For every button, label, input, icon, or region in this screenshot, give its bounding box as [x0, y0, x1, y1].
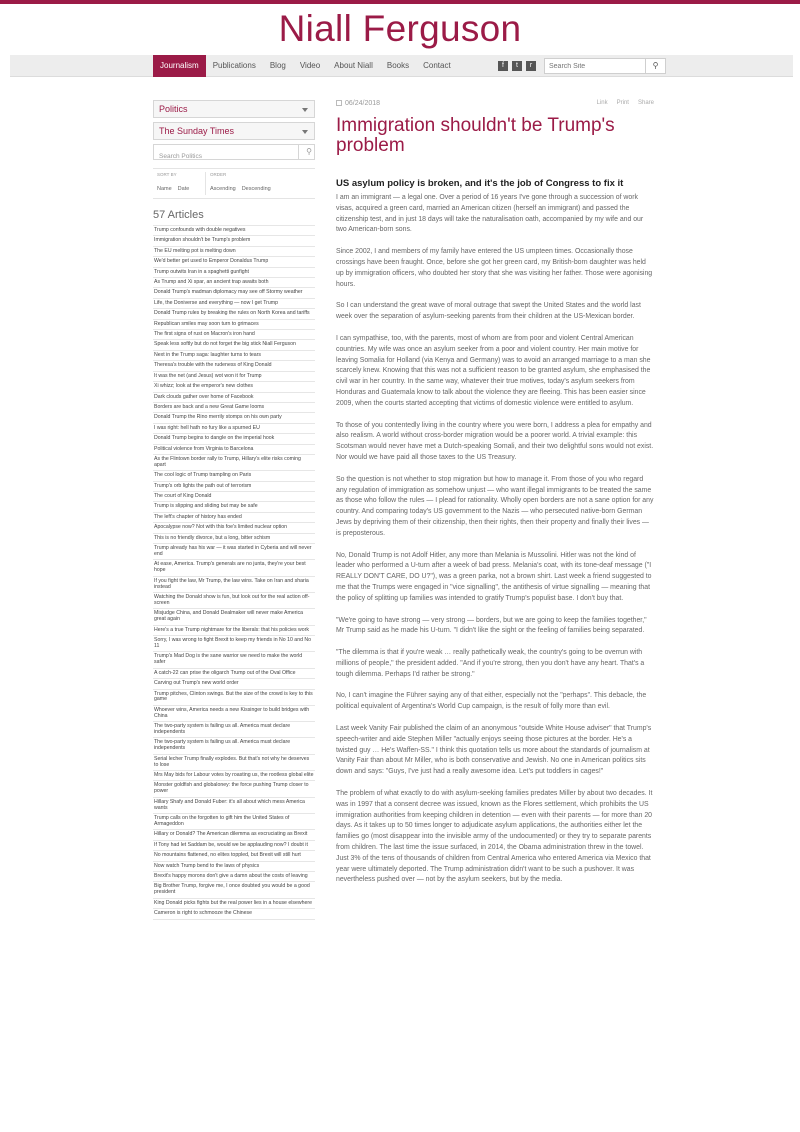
article-list-item[interactable]: The EU melting pot is melting down	[153, 247, 315, 257]
article-paragraph: So the question is not whether to stop migration but how to manage it. From those of you who regard any regulation of immigration as somehow unjust — who want illegal immigrants to be treated the same as those who follow the rules — I plead for rationality. Wholly open borders are not a sane option for any country. And comparing today's US government to the Nazis — who persecuted native-born German Jews by depriving them of their citizenship, then their rights, then their property and finally their lives — is preposterous.	[336, 475, 654, 537]
order-descending-option[interactable]: Descending	[241, 186, 271, 192]
article-list-item[interactable]: Trump pitches, Clinton swings. But the size of the crowd is key to this game	[153, 690, 315, 706]
order-ascending-option[interactable]: Ascending	[210, 186, 236, 192]
article-list-item[interactable]: Immigration shouldn't be Trump's problem	[153, 236, 315, 246]
sort-controls	[153, 168, 315, 199]
article-list-item[interactable]: The first signs of rust on Macron's iron hand	[153, 330, 315, 340]
article-list-item[interactable]: If you fight the law, Mr Trump, the law wins. Take on Iran and sharia instead	[153, 577, 315, 593]
article-list-item[interactable]: Sorry, I was wrong to fight Brexit to keep my friends in No 10 and No 11	[153, 636, 315, 652]
article-list-item[interactable]: A catch-22 can prise the oligarch Trump out of the Oval Office	[153, 669, 315, 679]
article-list-item[interactable]: As the Flintown border rally to Trump, Hillary's elite risks coming apart	[153, 455, 315, 471]
article-subtitle: US asylum policy is broken, and it's the job of Congress to fix it	[336, 178, 624, 189]
article-list-item[interactable]: If Tony had let Saddam be, would we be applauding now? I doubt it	[153, 841, 315, 851]
nav-item-blog[interactable]: Blog	[269, 61, 286, 70]
article-list-item[interactable]: Borders are back and a new Great Game looms	[153, 403, 315, 413]
article-meta	[336, 100, 654, 112]
article-title: Immigration shouldn't be Trump's problem	[336, 115, 615, 156]
nav-item-publications[interactable]: Publications	[212, 61, 256, 70]
order-label: ORDER	[210, 172, 227, 177]
article-paragraph: No, I can't imagine the Führer saying any of that either, especially not the "perhaps". This debacle, the political equivalent of Argentina's World Cup campaign, is the result of folly more than evil.	[336, 692, 647, 711]
facebook-icon[interactable]: f	[498, 61, 508, 71]
article-list-item[interactable]: Misjudge China, and Donald Dealmaker will never make America great again	[153, 609, 315, 625]
sort-by-group	[153, 172, 205, 195]
site-search-input[interactable]	[545, 59, 643, 73]
article-list-item[interactable]: Donald Trump rules by breaking the rules on North Korea and tariffs	[153, 309, 315, 319]
nav-item-journalism[interactable]: Journalism	[153, 55, 206, 77]
category-dropdown[interactable]	[153, 100, 315, 118]
sidebar-search[interactable]	[153, 144, 315, 160]
article-list	[153, 225, 315, 920]
print-button[interactable]: Print	[616, 100, 629, 106]
article-paragraph: So I can understand the great wave of moral outrage that swept the United States and the world last week over the separation of asylum-seeking parents from their children at the US-Mexican border.	[336, 302, 641, 321]
article-paragraph: "We're going to have strong — very strong — borders, but we are going to keep the families together," Mr Trump said as he made his U-turn. "I didn't like the sight or the feeling of families being separated.	[336, 616, 647, 635]
article-list-item[interactable]: Monster goldfish and globaloney: the force pushing Trump closer to power	[153, 781, 315, 797]
sort-date-option[interactable]: Date	[177, 186, 190, 192]
article-date: 06/24/2018	[345, 100, 381, 107]
share-button[interactable]: Share	[637, 100, 654, 106]
article-list-item[interactable]: Republican smiles may soon turn to grimaces	[153, 320, 315, 330]
chevron-down-icon	[302, 108, 308, 112]
article-list-item[interactable]: The cool logic of Trump trampling on Paris	[153, 471, 315, 481]
article-list-item[interactable]: It was the net (and Jesus) wot won it for Trump	[153, 372, 315, 382]
article-list-item[interactable]: Carving out Trump's new world order	[153, 679, 315, 689]
article-actions	[597, 100, 654, 106]
search-icon[interactable]: ⚲	[645, 59, 665, 73]
link-button[interactable]: Link	[596, 100, 608, 106]
article-list-item[interactable]: Big Brother Trump, forgive me, I once doubted you would be a good president	[153, 882, 315, 898]
order-group	[205, 172, 315, 195]
article-list-item[interactable]: Brexit's happy morons don't give a damn about the costs of leaving	[153, 872, 315, 882]
article-list-item[interactable]: Trump confounds with double negatives	[153, 226, 315, 236]
article-list-item[interactable]: Trump is slipping and sliding but may be safe	[153, 502, 315, 512]
article-list-item[interactable]: The court of King Donald	[153, 492, 315, 502]
search-icon[interactable]: ⚲	[298, 145, 314, 159]
article	[336, 100, 654, 897]
article-list-item[interactable]: This is no friendly divorce, but a long, bitter schism	[153, 534, 315, 544]
article-count: 57 Articles	[153, 209, 204, 221]
nav-item-contact[interactable]: Contact	[423, 61, 451, 70]
article-list-item[interactable]: Theresa's trouble with the rudeness of King Donald	[153, 361, 315, 371]
article-list-item[interactable]: Serial lecher Trump finally explodes. But that's not why he deserves to lose	[153, 755, 315, 771]
article-list-item[interactable]: Dark clouds gather over home of Facebook	[153, 393, 315, 403]
article-list-item[interactable]: Whoever wins, America needs a new Kissinger to build bridges with China	[153, 706, 315, 722]
article-list-item[interactable]: Cameron is right to schmooze the Chinese	[153, 909, 315, 919]
article-list-item[interactable]: Watching the Donald show is fun, but look out for the real action off-screen	[153, 593, 315, 609]
publication-value: The Sunday Times	[159, 126, 235, 136]
article-list-item[interactable]: Trump outwits Iran in a spaghetti gunfight	[153, 268, 315, 278]
main-nav	[10, 55, 793, 77]
article-list-item[interactable]: Hillary Shafy and Donald Fuber: it's all about which mess America wants	[153, 798, 315, 814]
article-list-item[interactable]: King Donald picks fights but the real power lies in a house elsewhere	[153, 899, 315, 909]
article-paragraph: "The dilemma is that if you're weak … really pathetically weak, the country's going to be overrun with millions of people," the president added. "And if you're strong, then you don't have any heart. That's a tough dilemma. Perhaps I'd rather be strong."	[336, 649, 645, 678]
article-body	[336, 193, 654, 886]
article-paragraph: I can sympathise, too, with the parents, most of whom are from poor and violent Central American countries. My wife was once an asylum seeker from a poor and violent country. Her main motive for leaving Somalia for Holland (via Kenya and Germany) was to avoid an arranged marriage to a man she scarcely knew. Knowing that this was not a sufficient reason to be granted asylum, she emphasised the civil war in her country. In the same way, whatever their true motives, today's asylum seekers from Honduras and Guatemala know to talk about the violence they are fleeing. This has been easier since 2009, when the courts started accepting that victims of domestic violence were entitled to asylum.	[336, 334, 651, 407]
article-list-item[interactable]: Trump calls on the forgotten to gift him the United States of Armageddon	[153, 814, 315, 830]
rss-icon[interactable]: r	[526, 61, 536, 71]
article-list-item[interactable]: Donald Trump the Rino merrily stomps on his own party	[153, 413, 315, 423]
sidebar	[153, 100, 315, 920]
article-list-item[interactable]: I was right: hell hath no fury like a spurned EU	[153, 424, 315, 434]
nav-item-video[interactable]: Video	[299, 61, 321, 70]
nav-item-about-niall[interactable]: About Niall	[334, 61, 373, 70]
social-links	[498, 61, 536, 71]
article-list-item[interactable]: Speak less softly but do not forget the big stick Niall Ferguson	[153, 340, 315, 350]
twitter-icon[interactable]: t	[512, 61, 522, 71]
article-list-item[interactable]: Life, the Doniverse and everything — now I get Trump	[153, 299, 315, 309]
site-title[interactable]: Niall Ferguson	[278, 8, 522, 49]
article-list-item[interactable]: Trump's Mad Dog is the sane warrior we need to make the world safer	[153, 652, 315, 668]
category-value: Politics	[159, 104, 188, 114]
article-list-item[interactable]: Trump's orb lights the path out of terrorism	[153, 482, 315, 492]
article-list-item[interactable]: Apocalypse now? Not with this foe's limited nuclear option	[153, 523, 315, 533]
article-list-item[interactable]: As Trump and Xi spar, an ancient trap awaits both	[153, 278, 315, 288]
site-search	[544, 58, 666, 74]
article-list-item[interactable]: No mountains flattened, no elites toppled, but Brexit will still hurt	[153, 851, 315, 861]
chevron-down-icon	[302, 130, 308, 134]
article-list-item[interactable]: Now watch Trump bend to the laws of physics	[153, 862, 315, 872]
article-list-item[interactable]: The two-party system is failing us all. America must declare independents	[153, 738, 315, 754]
article-list-item[interactable]: Xi whizz; look at the emperor's new clothes	[153, 382, 315, 392]
article-list-item[interactable]: Trump already has his war — it was started in Cyberia and will never end	[153, 544, 315, 560]
article-list-item[interactable]: At ease, America. Trump's generals are no junta, they're your best hope	[153, 560, 315, 576]
article-list-item[interactable]: Mrs May bids for Labour votes by roasting us, the rootless global elite	[153, 771, 315, 781]
nav-items	[153, 55, 458, 77]
publication-dropdown[interactable]	[153, 122, 315, 140]
article-paragraph: Since 2002, I and members of my family have entered the US umpteen times. Occasionally those crossings have been fraught. Once, before she got her green card, my British-born daughter was held up by immigration officers, who doubted her story that she was visiting her father. Those were agonising hours.	[336, 248, 653, 288]
article-paragraph: The problem of what exactly to do with asylum-seeking families predates Miller by about two decades. It was in 1997 that a consent decree was issued, known as the Flores settlement, which prohibits the US immigration authorities from keeping children in detention — even with their parents — for more than 20 days. As it takes up to 50 times longer to adjudicate asylum applications, the authorities either let the families go (most disappear into the invisible army of the undocumented) or they try to separate parents from children. The last time the issue surfaced, in 2014, the Obama administration threw in the towel. Just 3% of the tens of thousands of children from Central America who entered America via Mexico that year were ultimately deported. The Trump administration didn't want to be such a pushover. It was nevertheless pushed over — not by the asylum seekers, but by the media.	[336, 790, 653, 884]
article-list-item[interactable]: Donald Trump begins to dangle on the imperial hook	[153, 434, 315, 444]
article-paragraph: No, Donald Trump is not Adolf Hitler, any more than Melania is Mussolini. Hitler was not the kind of leader who performed a U-turn after a week of bad press. Melania's coat, with its tone-deaf message ("I REALLY DON'T CARE, DO U?"), was a green parka, not a brown shirt. Last week a friend suggested to me that the Trumps were engaged in "vice signalling", the antithesis of virtue signalling — meaning that the policy of splitting up families was intended to gratify Trump's populist base. I don't buy that.	[336, 551, 652, 602]
article-list-item[interactable]: Next in the Trump saga: laughter turns to tears	[153, 351, 315, 361]
article-list-item[interactable]: Hillary or Donald? The American dilemma as excruciating as Brexit	[153, 830, 315, 840]
calendar-icon	[336, 100, 342, 106]
article-list-item[interactable]: Donald Trump's madman diplomacy may see off Stormy weather	[153, 288, 315, 298]
top-accent-bar	[0, 0, 800, 4]
article-paragraph: I am an immigrant — a legal one. Over a period of 16 years I've gone through a succession of work visas, acquired a green card, married an American citizen (herself an immigrant) and passed the citizenship test, and in just 18 days will take the naturalisation oath, accompanied by my wife and our two American-born sons.	[336, 194, 644, 234]
article-paragraph: To those of you contentedly living in the country where you were born, I address a plea for empathy and also realism. A world without cross-border migration would be a poorer world. A trivial example: this Scotsman would never have met a Dutch-speaking Somali, and their two delightful sons would not exist. Nor would we have paid all those taxes to the US Treasury.	[336, 421, 654, 461]
article-list-item[interactable]: The two-party system is failing us all. America must declare independents	[153, 722, 315, 738]
article-list-item[interactable]: We'd better get used to Emperor Donaldus Trump	[153, 257, 315, 267]
article-list-item[interactable]: Here's a true Trump nightmare for the liberals: that his policies work	[153, 626, 315, 636]
article-list-item[interactable]: Political violence from Virginia to Barcelona	[153, 445, 315, 455]
sort-by-label: SORT BY	[157, 172, 177, 177]
sort-name-option[interactable]: Name	[157, 186, 172, 192]
article-list-item[interactable]: The left's chapter of history has ended	[153, 513, 315, 523]
nav-item-books[interactable]: Books	[386, 61, 410, 70]
sidebar-search-placeholder: Search Politics	[159, 153, 202, 160]
article-paragraph: Last week Vanity Fair published the claim of an anonymous "outside White House adviser" that Trump's speech-writer and aide Stephen Miller "actually enjoys seeing those pictures at the border. He's a twisted guy … He's Waffen-SS." I think this quotation tells us more about the standards of journalism at Vanity Fair than about Mr Miller, who is both conservative and Jewish. No one in American politics sits down and says: "Guys, I've just had a really awesome idea. Let's put toddlers in cages!"	[336, 725, 652, 776]
